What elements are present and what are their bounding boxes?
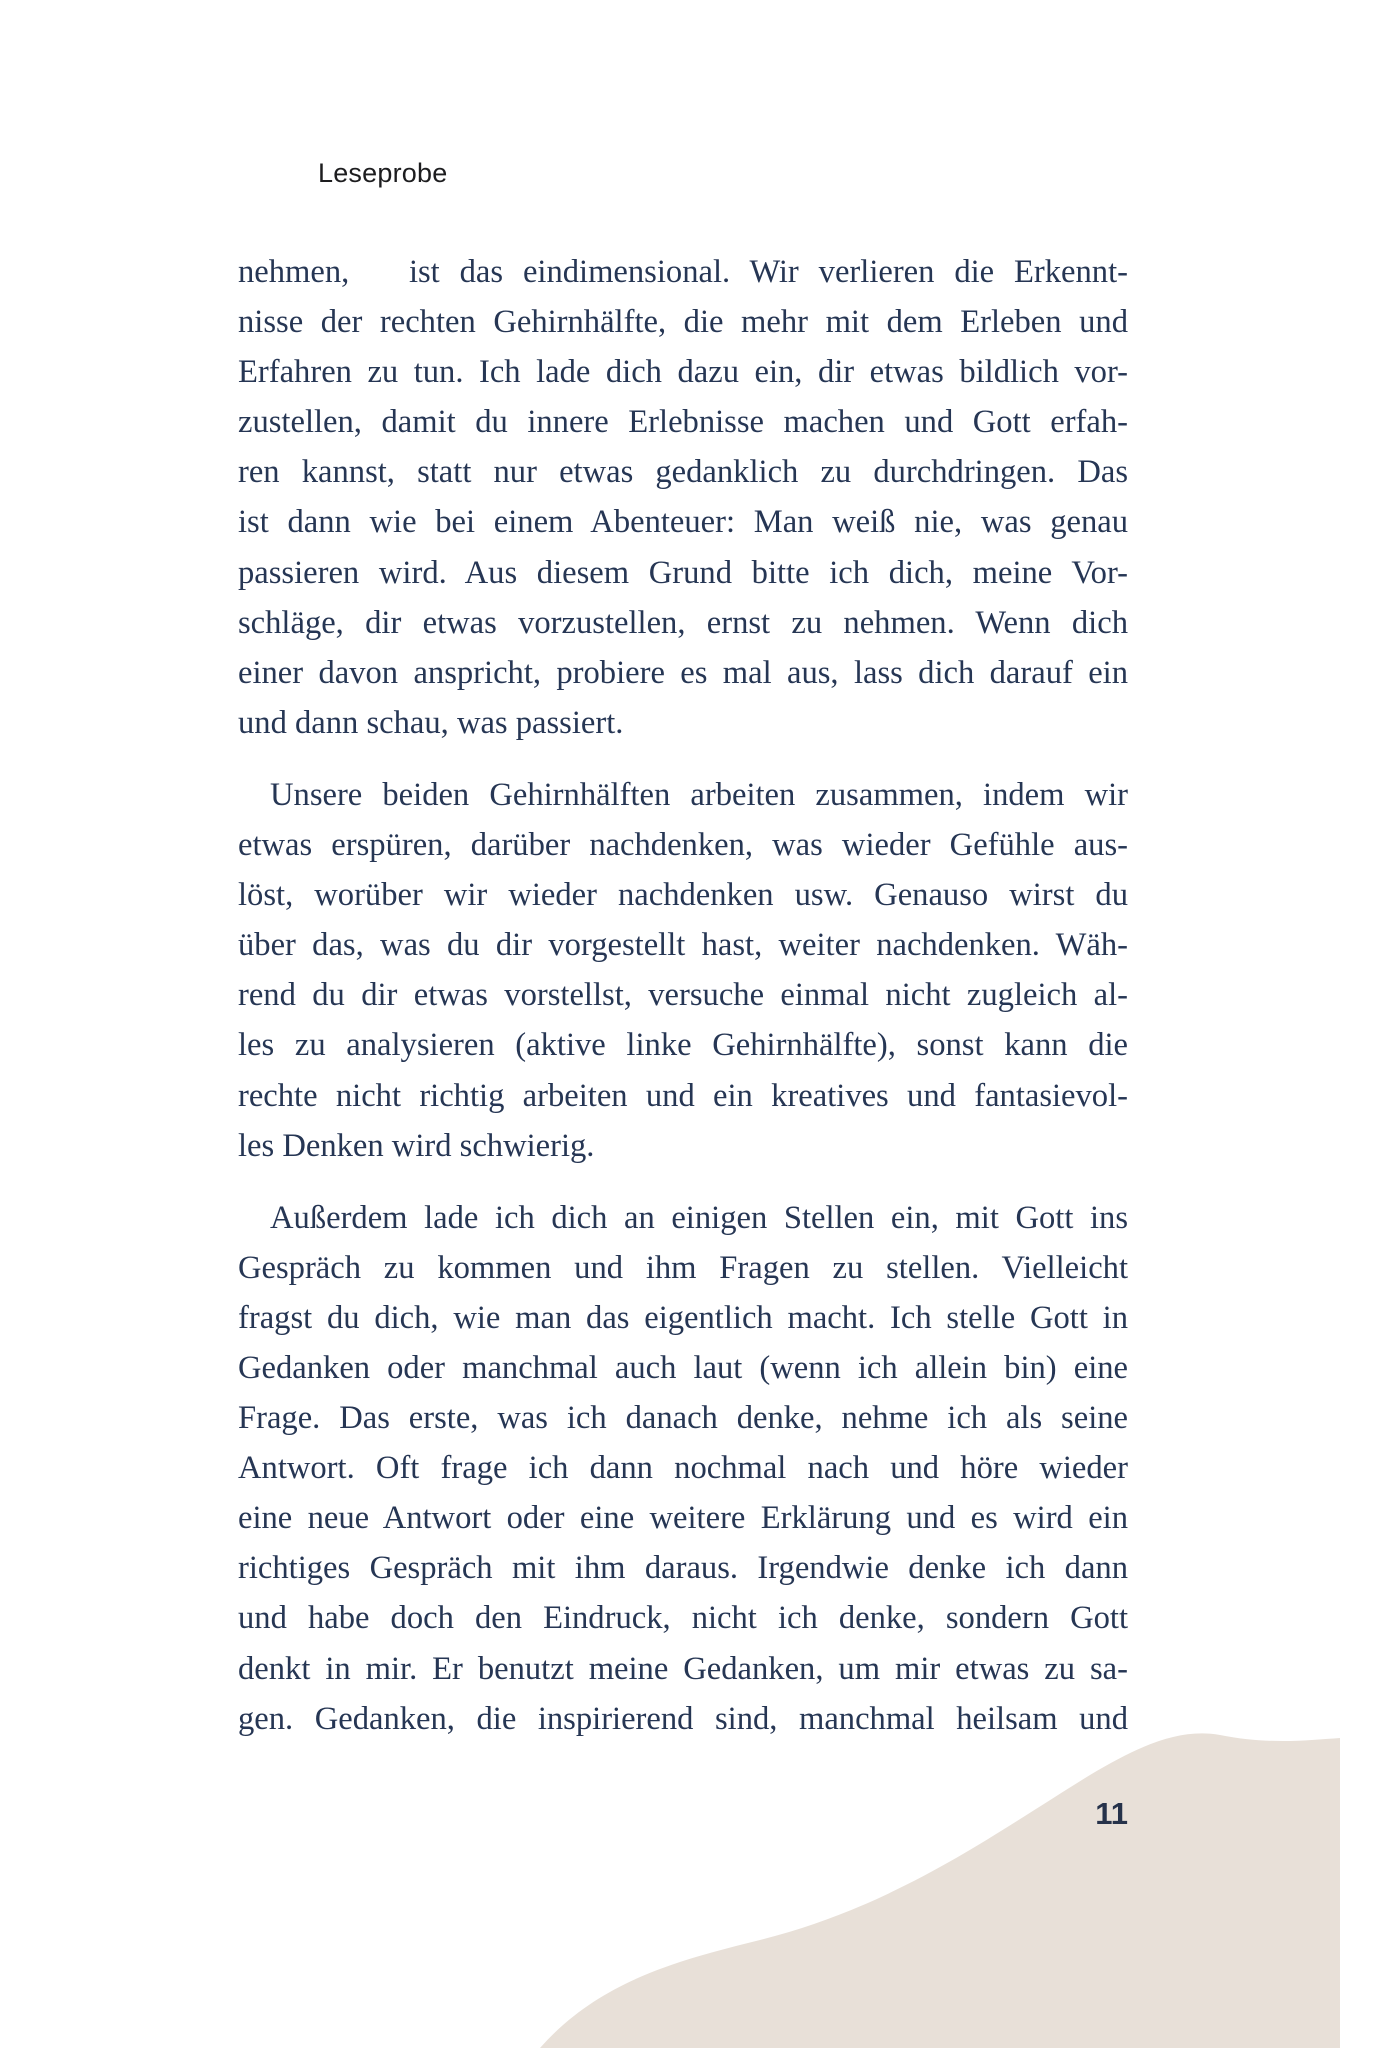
paragraph-3 (238, 1193, 1128, 1744)
text-line: Gespräch zu kommen und ihm Fragen zu stellen. Vielleicht (238, 1249, 1128, 1286)
text-line: rend du dir etwas vorstellst, versuche einmal nicht zugleich al- (238, 977, 1128, 1014)
paragraph-2 (238, 770, 1128, 1171)
page-number: 11 (1095, 1796, 1128, 1831)
text-line: ist dann wie bei einem Abenteuer: Man weiß nie, was genau (238, 504, 1128, 541)
text-line: Frage. Das erste, was ich danach denke, nehme ich als seine (238, 1400, 1128, 1437)
text-line: etwas erspüren, darüber nachdenken, was wieder Gefühle aus- (238, 827, 1128, 864)
text-line: einer davon anspricht, probiere es mal aus, lass dich darauf ein (238, 654, 1128, 691)
text-line: richtiges Gespräch mit ihm daraus. Irgendwie denke ich dann (238, 1550, 1128, 1587)
paragraph-1 (238, 247, 1128, 748)
text-line: schläge, dir etwas vorzustellen, ernst zu nehmen. Wenn dich (238, 604, 1128, 641)
text-line: rechte nicht richtig arbeiten und ein kreatives und fantasievol- (238, 1077, 1128, 1114)
text-line: les Denken wird schwierig. (238, 1127, 595, 1164)
text-line: nisse der rechten Gehirnhälfte, die mehr mit dem Erleben und (238, 304, 1128, 341)
text-line: Außerdem lade ich dich an einigen Stellen ein, mit Gott ins (270, 1199, 1128, 1236)
text-line: zustellen, damit du innere Erlebnisse machen und Gott erfah- (238, 404, 1128, 441)
text-line: und habe doch den Eindruck, nicht ich denke, sondern Gott (238, 1600, 1128, 1637)
text-line: ren kannst, statt nur etwas gedanklich zu durchdringen. Das (238, 454, 1128, 491)
text-line: Antwort. Oft frage ich dann nochmal nach und höre wieder (238, 1450, 1128, 1487)
running-header: Leseprobe (318, 158, 448, 188)
text-line: fragst du dich, wie man das eigentlich macht. Ich stelle Gott in (238, 1299, 1128, 1336)
text-line: über das, was du dir vorgestellt hast, weiter nachdenken. Wäh- (238, 927, 1128, 964)
text-line: und dann schau, was passiert. (238, 704, 624, 741)
body-text (238, 247, 1128, 1744)
text-line: Unsere beiden Gehirnhälften arbeiten zusammen, indem wir (270, 776, 1128, 813)
text-line: gen. Gedanken, die inspirierend sind, manchmal heilsam und (238, 1700, 1128, 1737)
text-line: passieren wird. Aus diesem Grund bitte ich dich, meine Vor- (238, 554, 1128, 591)
text-line: Gedanken oder manchmal auch laut (wenn ich allein bin) eine (238, 1349, 1128, 1386)
wave-fill (540, 1733, 1340, 2048)
text-line: nehmen, ist das eindimensional. Wir verlieren die Erkennt- (238, 254, 1128, 290)
text-line: eine neue Antwort oder eine weitere Erklärung und es wird ein (238, 1500, 1128, 1537)
text-line: Erfahren zu tun. Ich lade dich dazu ein, dir etwas bildlich vor- (238, 354, 1128, 391)
text-line: löst, worüber wir wieder nachdenken usw. Genauso wirst du (238, 877, 1128, 914)
text-line: les zu analysieren (aktive linke Gehirnhälfte), sonst kann die (238, 1027, 1128, 1064)
text-line: denkt in mir. Er benutzt meine Gedanken, um mir etwas zu sa- (238, 1650, 1128, 1687)
